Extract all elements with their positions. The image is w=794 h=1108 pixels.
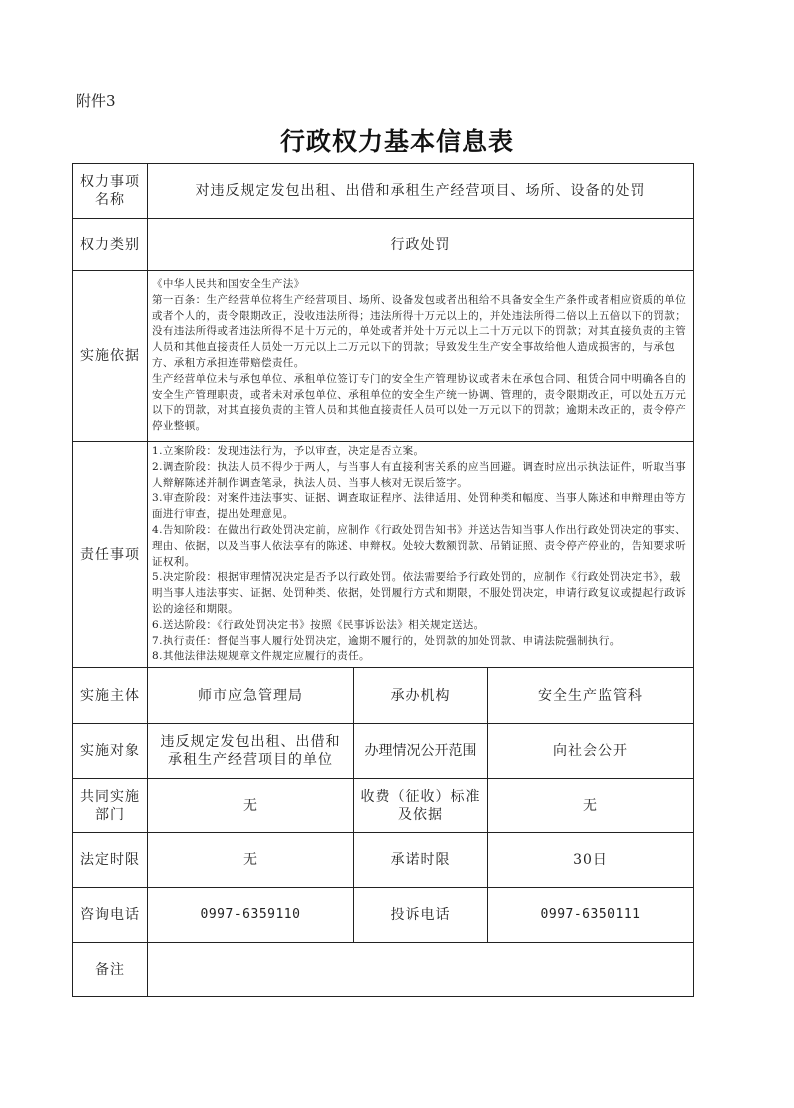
responsibility-item: 4.告知阶段：在做出行政处罚决定前，应制作《行政处罚告知书》并送达告知当事人作出行政处罚决定的事实、理由、依据，以及当事人依法享有的陈述、申辩权。处较大数额罚款、吊销证照、责令停产停业的，告知要求听证权利。 [152,523,687,568]
value-promised-time-limit: 30日 [488,833,694,888]
value-joint-departments: 无 [148,779,354,833]
value-legal-time-limit: 无 [148,833,354,888]
value-disclosure-scope: 向社会公开 [488,724,694,779]
value-responsibility [148,442,694,668]
responsibility-item: 6.送达阶段：《行政处罚决定书》按照《民事诉讼法》相关规定送达。 [152,618,485,631]
label-promised-time-limit: 承诺时限 [354,833,488,888]
row-responsibility [73,442,694,668]
label-complaint-phone: 投诉电话 [354,888,488,943]
label-category: 权力类别 [73,219,148,271]
label-handling-agency: 承办机构 [354,668,488,724]
label-basis: 实施依据 [73,271,148,442]
value-basis [148,271,694,442]
label-responsibility: 责任事项 [73,442,148,668]
label-joint-departments: 共同实施部门 [73,779,148,833]
value-complaint-phone: 0997-6350111 [488,888,694,943]
row-time-limit [73,833,694,888]
label-subject: 实施主体 [73,668,148,724]
attachment-label: 附件3 [76,92,116,110]
value-fee-standard: 无 [488,779,694,833]
value-target: 违反规定发包出租、出借和承租生产经营项目的单位 [148,724,354,779]
row-subject [73,668,694,724]
row-basis [73,271,694,442]
value-category: 行政处罚 [148,219,694,271]
label-target: 实施对象 [73,724,148,779]
responsibility-item: 8.其他法律法规规章文件规定应履行的责任。 [152,650,370,663]
value-handling-agency: 安全生产监管科 [488,668,694,724]
value-consult-phone: 0997-6359110 [148,888,354,943]
responsibility-item: 5.决定阶段：根据审理情况决定是否予以行政处罚。依法需要给予行政处罚的，应制作《行政处罚决定书》，载明当事人违法事实、证据、处罚种类、依据，处罚履行方式和期限，不服处罚决定，申请行政复议或提起行政诉讼的途径和期限。 [152,571,687,615]
value-remark [148,943,694,997]
responsibility-item: 3.审查阶段：对案件违法事实、证据、调查取证程序、法律适用、处罚种类和幅度、当事人陈述和申辩理由等方面进行审查，提出处理意见。 [152,492,687,521]
row-target [73,724,694,779]
responsibility-item: 7.执行责任：督促当事人履行处罚决定，逾期不履行的，处罚款的加处罚款、申请法院强制执行。 [152,634,621,647]
value-subject: 师市应急管理局 [148,668,354,724]
value-item-name: 对违反规定发包出租、出借和承租生产经营项目、场所、设备的处罚 [148,164,694,219]
row-remark [73,943,694,997]
label-consult-phone: 咨询电话 [73,888,148,943]
row-joint [73,779,694,833]
basis-paragraph: 生产经营单位未与承包单位、承租单位签订专门的安全生产管理协议或者未在承包合同、租赁合同中明确各自的安全生产管理职责，或者未对承包单位、承租单位的安全生产统一协调、管理的，责令限期改正，可以处五万元以下的罚款，对其直接负责的主管人员和其他直接责任人员可以处一万元以下的罚款；逾期未改正的，责令停产停业整顿。 [152,372,687,433]
info-table [72,163,694,997]
label-disclosure-scope: 办理情况公开范围 [354,724,488,779]
row-phone [73,888,694,943]
page-title: 行政权力基本信息表 [279,127,514,156]
label-fee-standard: 收费（征收）标准及依据 [354,779,488,833]
label-remark: 备注 [73,943,148,997]
basis-paragraph: 第一百条：生产经营单位将生产经营项目、场所、设备发包或者出租给不具备安全生产条件或者相应资质的单位或者个人的，责令限期改正，没收违法所得；违法所得十万元以上的，并处违法所得二倍以上五倍以下的罚款；没有违法所得或者违法所得不足十万元的，单处或者并处十万元以上二十万元以下的罚款；对其直接负责的主管人员和其他直接责任人员处一万元以上二万元以下的罚款；导致发生生产安全事故给他人造成损害的，与承包方、承租方承担连带赔偿责任。 [152,293,687,369]
row-item-name [73,164,694,219]
label-item-name: 权力事项名称 [73,164,148,219]
responsibility-item: 2.调查阶段：执法人员不得少于两人，与当事人有直接利害关系的应当回避。调查时应出示执法证件，听取当事人辩解陈述并制作调查笔录，执法人员、当事人核对无误后签字。 [152,460,687,489]
row-category [73,219,694,271]
basis-paragraph: 《中华人民共和国安全生产法》 [152,278,305,291]
responsibility-item: 1.立案阶段：发现违法行为，予以审查，决定是否立案。 [152,445,425,457]
label-legal-time-limit: 法定时限 [73,833,148,888]
